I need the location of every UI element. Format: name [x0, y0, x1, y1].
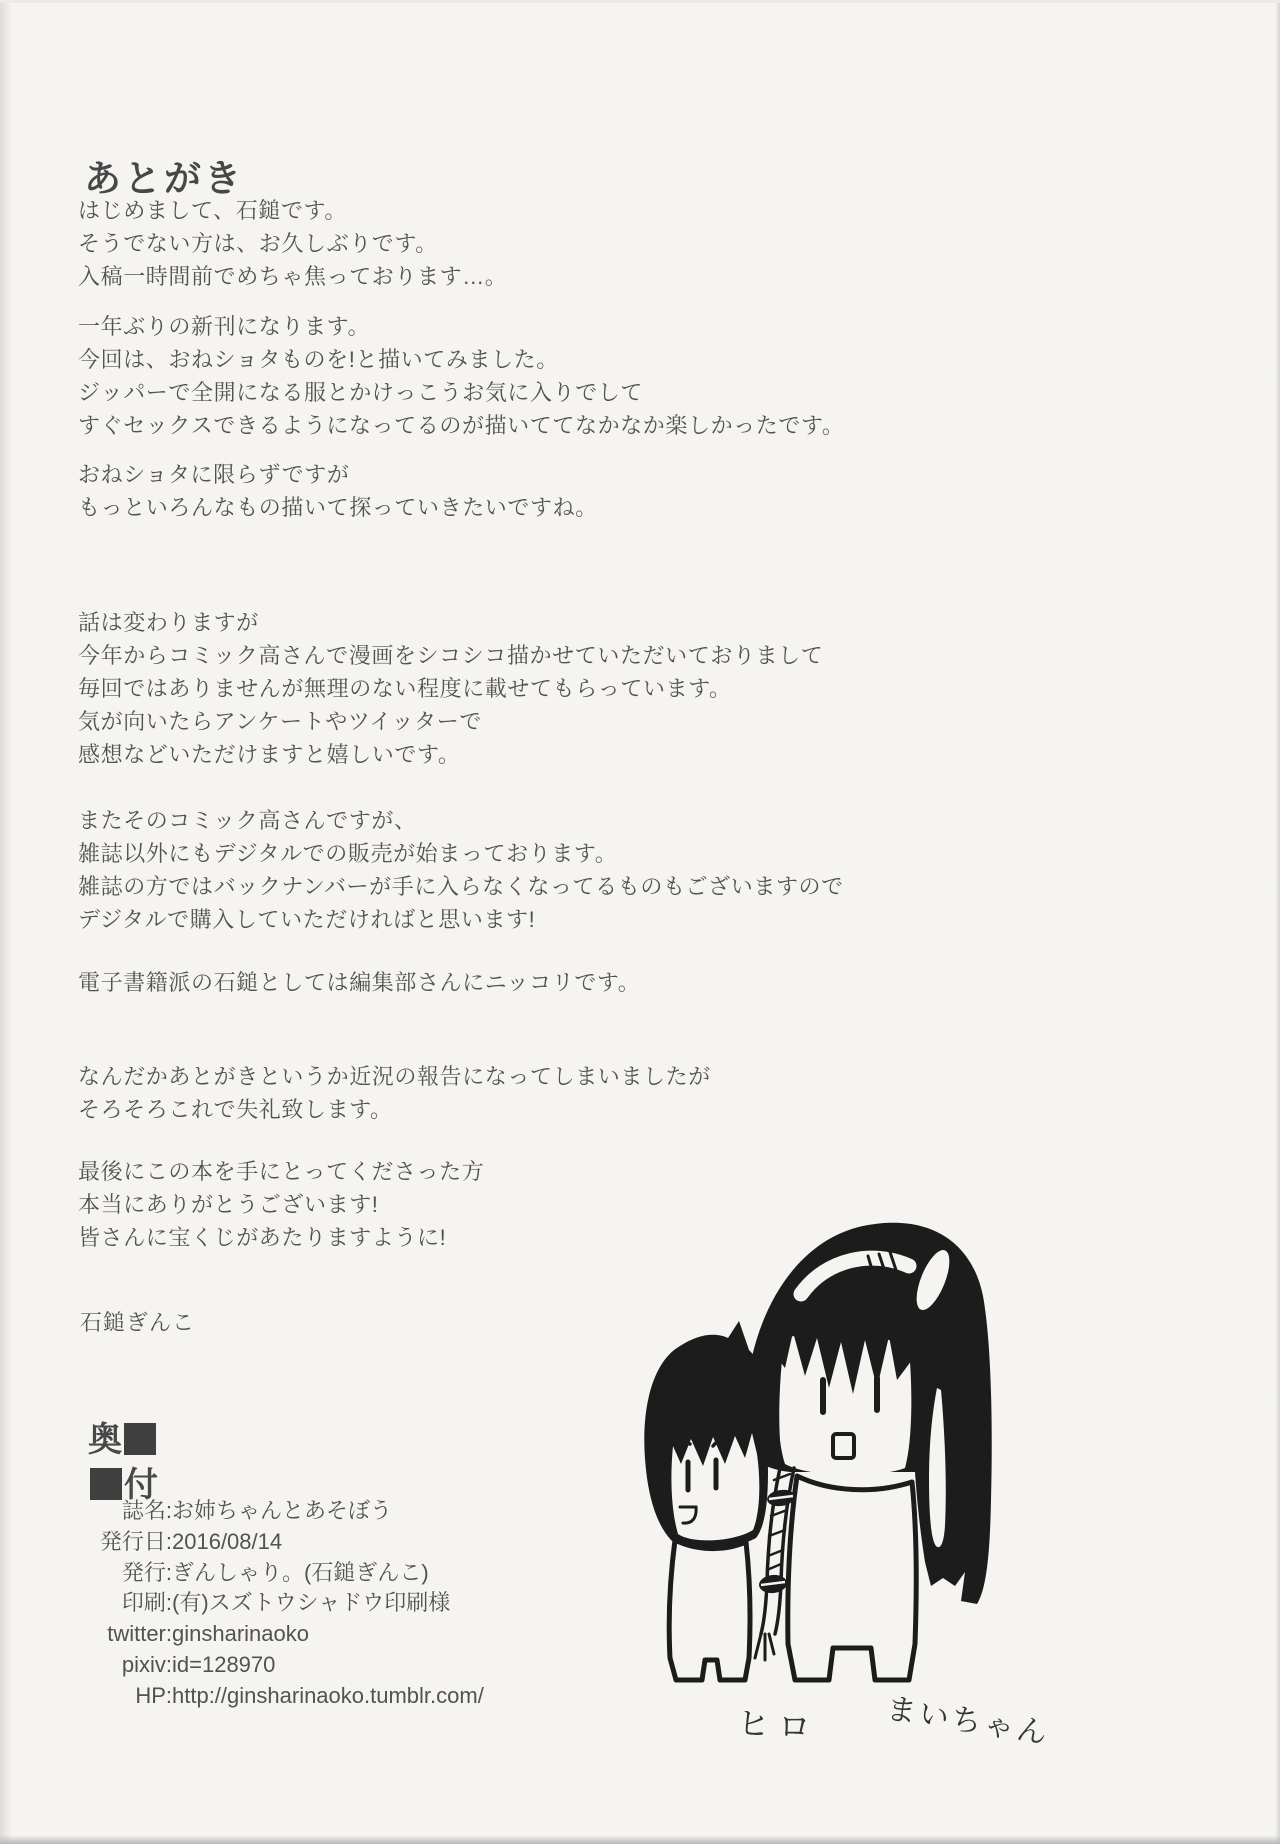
colophon	[74, 1496, 484, 1712]
afterword-line: 雑誌の方ではバックナンバーが手に入らなくなってるものもございますので	[78, 874, 844, 899]
colophon-value: お姉ちゃんとあそぼう	[172, 1498, 393, 1523]
braid-end-strands	[755, 1634, 774, 1660]
chibi-girl	[744, 1223, 992, 1680]
afterword-line: またそのコミック高さんですが、	[78, 808, 417, 833]
afterword-line: デジタルで購入していただければと思います!	[78, 907, 536, 932]
boy-body	[669, 1540, 750, 1680]
page-title: あとがき	[84, 158, 244, 199]
colophon-label: HP:	[135, 1682, 172, 1708]
colophon-heading-char: 付	[124, 1466, 158, 1504]
afterword-line: 電子書籍派の石鎚としては編集部さんにニッコリです。	[78, 970, 641, 995]
black-square	[124, 1423, 156, 1455]
colophon-label: 印刷:	[121, 1590, 172, 1616]
afterword-line: はじめまして、石鎚です。	[78, 198, 348, 223]
colophon-row	[74, 1650, 484, 1681]
afterword-line: もっといろんなもの描いて探っていきたいですね。	[78, 495, 598, 520]
colophon-value: ginsharinaoko	[172, 1621, 309, 1647]
girl-body	[788, 1476, 916, 1680]
scan-edge-right	[1275, 0, 1280, 1844]
author-signature: 石鎚ぎんこ	[80, 1310, 196, 1335]
afterword-line: ジッパーで全開になる服とかけっこうお気に入りでして	[78, 380, 644, 405]
colophon-label: 誌名:	[121, 1498, 172, 1523]
colophon-heading-line	[88, 1418, 158, 1463]
afterword-line: 今年からコミック高さんで漫画をシコシコ描かせていただいておりまして	[78, 643, 824, 668]
afterword-line: 今回は、おねショタものを!と描いてみました。	[78, 347, 559, 372]
afterword-line: 皆さんに宝くじがあたりますように!	[78, 1225, 447, 1250]
scan-edge-left	[0, 0, 12, 1844]
afterword-line: そうでない方は、お久しぶりです。	[78, 231, 438, 256]
colophon-label: 発行日:	[99, 1528, 172, 1554]
colophon-label: twitter:	[107, 1621, 172, 1647]
colophon-label: pixiv:	[121, 1651, 172, 1677]
afterword-paragraph	[78, 310, 844, 442]
character-label-maichan: まいちゃん	[883, 1692, 1053, 1751]
afterword-line: すぐセックスできるようになってるのが描いててなかなか楽しかったです。	[78, 413, 845, 438]
character-label-hiro: ヒロ	[735, 1704, 821, 1747]
colophon-value: http://ginsharinaoko.tumblr.com/	[172, 1682, 484, 1708]
scan-edge-top	[0, 0, 1280, 3]
colophon-label: 発行:	[121, 1559, 172, 1585]
afterword-paragraph	[78, 1155, 484, 1254]
colophon-row	[74, 1527, 484, 1558]
afterword-line: 感想などいただけますと嬉しいです。	[78, 742, 461, 767]
afterword-paragraph	[78, 966, 640, 999]
afterword-line: なんだかあとがきというか近況の報告になってしまいましたが	[78, 1064, 711, 1089]
afterword-paragraph	[78, 458, 598, 524]
afterword-line: 最後にこの本を手にとってくださった方	[78, 1159, 485, 1184]
colophon-row	[74, 1681, 484, 1712]
colophon-row	[74, 1558, 484, 1589]
afterword-paragraph	[78, 194, 507, 293]
afterword-line: そろそろこれで失礼致します。	[78, 1097, 393, 1122]
afterword-line: 雑誌以外にもデジタルでの販売が始まっております。	[78, 841, 618, 866]
colophon-value: 2016/08/14	[172, 1528, 283, 1554]
afterword-line: 毎回ではありませんが無理のない程度に載せてもらっています。	[78, 676, 732, 701]
afterword-paragraph	[78, 1060, 711, 1126]
colophon-heading	[88, 1418, 158, 1508]
afterword-paragraph	[78, 606, 823, 771]
afterword-line: 話は変わりますが	[78, 610, 259, 635]
colophon-heading-char: 奥	[88, 1421, 122, 1459]
colophon-row	[74, 1619, 484, 1650]
afterword-paragraph	[78, 804, 844, 936]
afterword-line: おねショタに限らずですが	[78, 462, 350, 487]
chibi-illustration	[575, 1210, 1055, 1690]
colophon-value: (有)スズトウシャドウ印刷様	[172, 1590, 451, 1616]
afterword-line: 気が向いたらアンケートやツイッターで	[78, 709, 482, 734]
colophon-value: id=128970	[172, 1651, 276, 1677]
afterword-line: 一年ぶりの新刊になります。	[78, 314, 371, 339]
scan-edge-bottom	[0, 1835, 1280, 1844]
afterword-line: 入稿一時間前でめちゃ焦っております…。	[78, 264, 508, 289]
chibi-boy	[644, 1321, 768, 1680]
colophon-row	[74, 1496, 484, 1527]
afterword-line: 本当にありがとうございます!	[78, 1192, 379, 1217]
colophon-value: ぎんしゃり。(石鎚ぎんこ)	[172, 1559, 429, 1585]
colophon-row	[74, 1588, 484, 1619]
